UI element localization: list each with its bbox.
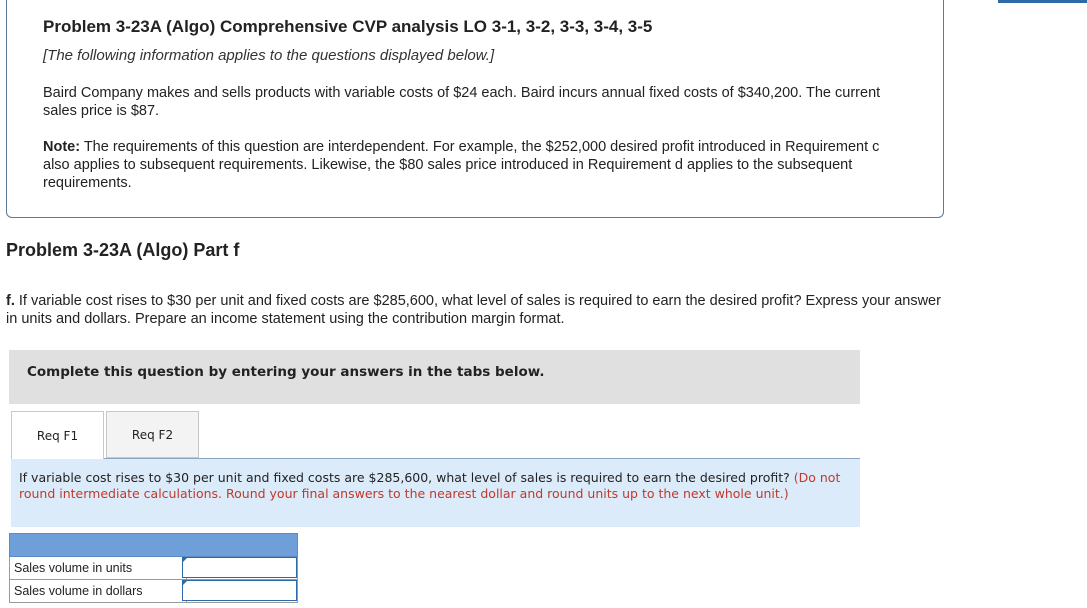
question-text	[6, 292, 946, 328]
sales-dollars-input[interactable]	[182, 580, 297, 601]
instructions-question: If variable cost rises to $30 per unit and fixed costs are $285,600, what level of sales is required to earn the desired profit?	[19, 470, 790, 485]
answer-table	[9, 533, 298, 603]
table-row	[9, 557, 298, 580]
part-title: Problem 3-23A (Algo) Part f	[6, 240, 240, 260]
top-accent-bar	[998, 0, 1087, 3]
company-description: Baird Company makes and sells products with variable costs of $24 each. Baird incurs annual fixed costs of $340,200. The current sales price is $87.	[43, 85, 881, 119]
sales-dollars-label: Sales volume in dollars	[10, 580, 187, 602]
note-text: The requirements of this question are interdependent. For example, the $252,000 desired profit introduced in Requirement c also applies to subsequent requirements. Likewise, the $80 sales price introduced in Requirement d applies to the subsequent requirements.	[43, 139, 880, 191]
tab-req-f2[interactable]: Req F2	[106, 411, 199, 458]
complete-question-bar	[9, 350, 860, 404]
interdependence-note	[43, 138, 903, 192]
complete-question-label: Complete this question by entering your answers in the tabs below.	[27, 364, 545, 380]
answer-table-header	[9, 533, 298, 557]
instructions-rounding-note: (Do not round intermediate calculations. Round your final answers to the nearest dollar and round units up to the next whole unit.)	[19, 470, 841, 501]
question-label: f.	[6, 293, 15, 309]
tab-req-f1[interactable]: Req F1	[11, 411, 104, 459]
instructions-box	[11, 459, 860, 527]
note-label: Note:	[43, 139, 81, 155]
question-body: If variable cost rises to $30 per unit and fixed costs are $285,600, what level of sales is required to earn the desired profit? Express your answer in units and dollars. Prepare an income statement using the contribution margin format.	[6, 293, 941, 327]
sales-units-input[interactable]	[182, 557, 297, 578]
sales-units-label: Sales volume in units	[10, 557, 187, 579]
instructions-text	[19, 470, 849, 502]
info-applies-note: [The following information applies to the questions displayed below.]	[43, 47, 495, 64]
table-row	[9, 580, 298, 603]
problem-title: Problem 3-23A (Algo) Comprehensive CVP analysis LO 3-1, 3-2, 3-3, 3-4, 3-5	[43, 17, 653, 36]
